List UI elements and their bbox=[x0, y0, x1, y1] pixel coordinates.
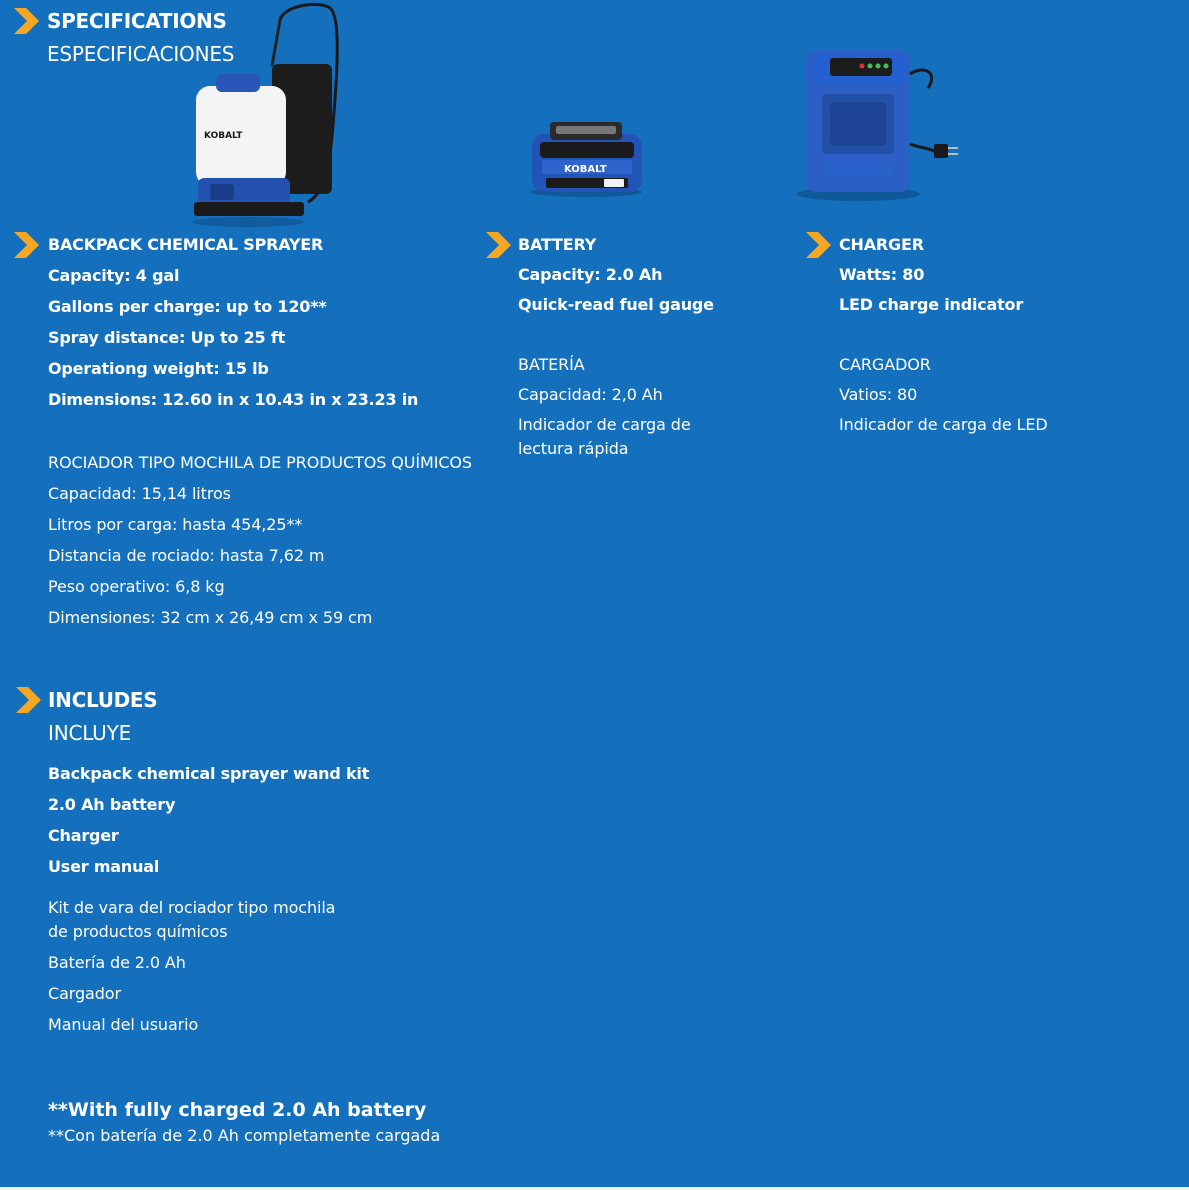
backpack-sprayer-image bbox=[188, 2, 348, 230]
footnote-es: **Con batería de 2.0 Ah completamente cargada bbox=[48, 1126, 441, 1145]
chevron-right-icon bbox=[804, 232, 832, 258]
battery-spec: Capacity: 2.0 Ah bbox=[518, 265, 663, 284]
chevron-right-icon bbox=[12, 8, 40, 34]
footnote-en: **With fully charged 2.0 Ah battery bbox=[48, 1099, 427, 1121]
page-subtitle: ESPECIFICACIONES bbox=[47, 42, 235, 66]
charger-spec: Watts: 80 bbox=[839, 265, 925, 284]
battery-spec: Quick-read fuel gauge bbox=[518, 295, 714, 314]
battery-heading: BATTERY bbox=[518, 235, 597, 254]
chevron-right-icon bbox=[12, 232, 40, 258]
includes-item-es: Cargador bbox=[48, 984, 121, 1003]
charger-spec: LED charge indicator bbox=[839, 295, 1024, 314]
sprayer-spec: Gallons per charge: up to 120** bbox=[48, 297, 327, 316]
includes-item-es: Batería de 2.0 Ah bbox=[48, 953, 186, 972]
charger-heading: CHARGER bbox=[839, 235, 924, 254]
sprayer-spec-es: Capacidad: 15,14 litros bbox=[48, 484, 231, 503]
sprayer-spec-es: Litros por carga: hasta 454,25** bbox=[48, 515, 303, 534]
charger-heading-es: CARGADOR bbox=[839, 355, 931, 374]
includes-subtitle: INCLUYE bbox=[48, 721, 132, 745]
battery-brand-label: KOBALT bbox=[564, 164, 607, 175]
includes-item-es: Manual del usuario bbox=[48, 1015, 199, 1034]
battery-image bbox=[528, 118, 646, 198]
battery-spec-es: Capacidad: 2,0 Ah bbox=[518, 385, 663, 404]
includes-item: Charger bbox=[48, 826, 119, 845]
charger-spec-es: Vatios: 80 bbox=[839, 385, 918, 404]
battery-spec-es: Indicador de carga de bbox=[518, 415, 691, 434]
includes-item-es: de productos químicos bbox=[48, 922, 228, 941]
chevron-right-icon bbox=[484, 232, 512, 258]
sprayer-spec-es: Peso operativo: 6,8 kg bbox=[48, 577, 225, 596]
includes-title: INCLUDES bbox=[48, 688, 158, 712]
chevron-right-icon bbox=[14, 687, 42, 713]
includes-item-es: Kit de vara del rociador tipo mochila bbox=[48, 898, 336, 917]
sprayer-heading: BACKPACK CHEMICAL SPRAYER bbox=[48, 235, 324, 254]
includes-item: 2.0 Ah battery bbox=[48, 795, 176, 814]
sprayer-spec-es: Distancia de rociado: hasta 7,62 m bbox=[48, 546, 325, 565]
sprayer-spec: Capacity: 4 gal bbox=[48, 266, 180, 285]
sprayer-spec: Spray distance: Up to 25 ft bbox=[48, 328, 286, 347]
sprayer-heading-es: ROCIADOR TIPO MOCHILA DE PRODUCTOS QUÍMICOS bbox=[48, 453, 472, 472]
charger-image bbox=[796, 44, 964, 204]
sprayer-spec: Operationg weight: 15 lb bbox=[48, 359, 269, 378]
page-title: SPECIFICATIONS bbox=[47, 9, 227, 33]
includes-item: User manual bbox=[48, 857, 160, 876]
includes-item: Backpack chemical sprayer wand kit bbox=[48, 764, 370, 783]
charger-spec-es: Indicador de carga de LED bbox=[839, 415, 1048, 434]
battery-spec-es: lectura rápida bbox=[518, 439, 629, 458]
sprayer-spec-es: Dimensiones: 32 cm x 26,49 cm x 59 cm bbox=[48, 608, 373, 627]
battery-heading-es: BATERÍA bbox=[518, 355, 585, 374]
sprayer-brand-label: KOBALT bbox=[204, 131, 243, 141]
sprayer-spec: Dimensions: 12.60 in x 10.43 in x 23.23 in bbox=[48, 390, 419, 409]
